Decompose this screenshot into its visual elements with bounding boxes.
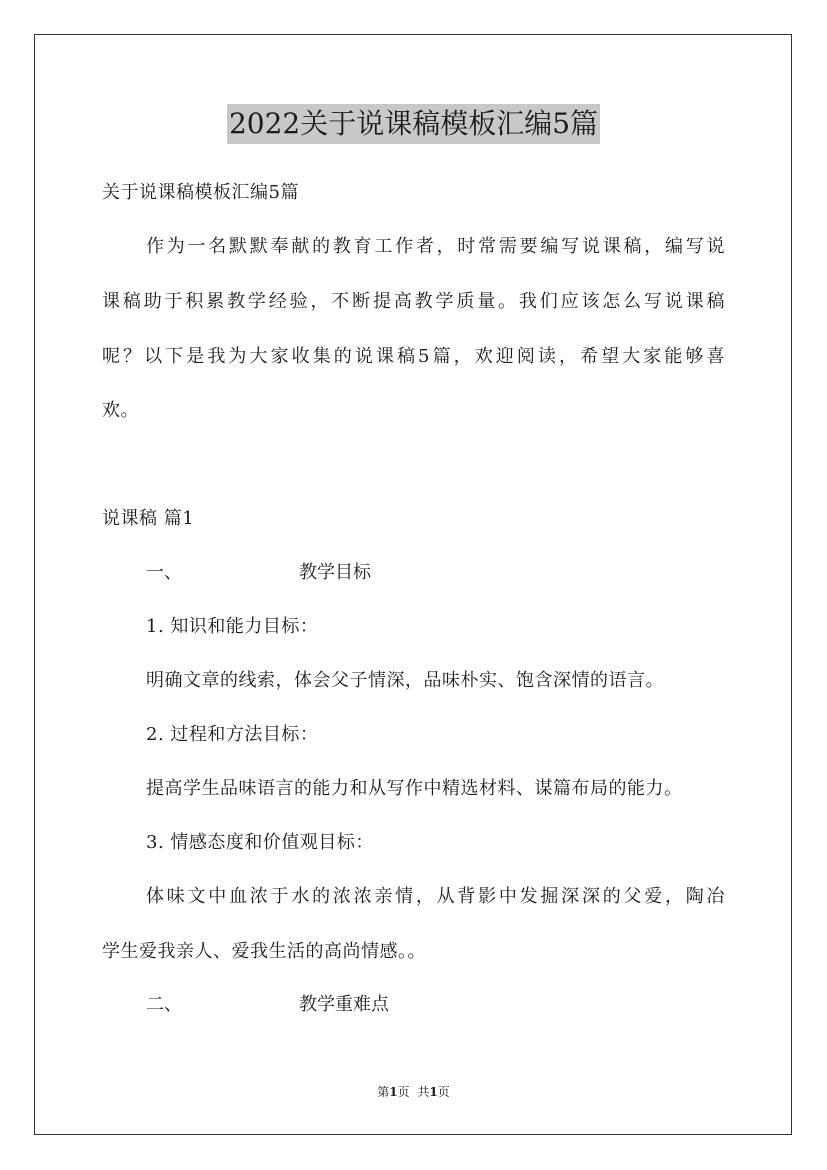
section-title: 说课稿 篇1 — [102, 508, 195, 529]
document-subtitle: 关于说课稿模板汇编5篇 — [102, 182, 299, 203]
footer-total-prefix: 共 — [417, 1085, 430, 1099]
heading-1-text: 教学目标 — [299, 562, 371, 583]
page-footer — [0, 1083, 827, 1101]
footer-page-prefix: 第 — [377, 1085, 390, 1099]
heading-2-text: 教学重难点 — [299, 994, 389, 1015]
heading-1-number: 一、 — [146, 562, 182, 583]
item-2-text: 提高学生品味语言的能力和从写作中精选材料、谋篇布局的能力。 — [146, 778, 683, 799]
item-1-text: 明确文章的线索，体会父子情深，品味朴实、饱含深情的语言。 — [146, 670, 664, 691]
title-container — [0, 104, 827, 144]
item-2-label: 2. 过程和方法目标： — [146, 724, 319, 745]
document-title: 2022关于说课稿模板汇编5篇 — [227, 104, 600, 144]
intro-line-4: 欢。 — [102, 400, 139, 421]
heading-2-number: 二、 — [146, 994, 182, 1015]
footer-page-number: 1 — [389, 1085, 398, 1099]
item-3-line-1: 体味文中血浓于水的浓浓亲情，从背影中发掘深深的父爱，陶冶 — [146, 886, 725, 907]
intro-line-3: 呢？以下是我为大家收集的说课稿5篇，欢迎阅读，希望大家能够喜 — [102, 346, 725, 367]
footer-total-number: 1 — [429, 1085, 438, 1099]
intro-line-1: 作为一名默默奉献的教育工作者，时常需要编写说课稿，编写说 — [146, 236, 725, 257]
item-3-line-2: 学生爱我亲人、爱我生活的高尚情感。。 — [102, 941, 426, 962]
footer-total-suffix: 页 — [437, 1085, 450, 1099]
item-1-label: 1. 知识和能力目标： — [146, 616, 319, 637]
item-3-label: 3. 情感态度和价值观目标： — [146, 832, 374, 853]
footer-page-suffix: 页 — [397, 1085, 410, 1099]
intro-line-2: 课稿助于积累教学经验，不断提高教学质量。我们应该怎么写说课稿 — [102, 291, 725, 312]
